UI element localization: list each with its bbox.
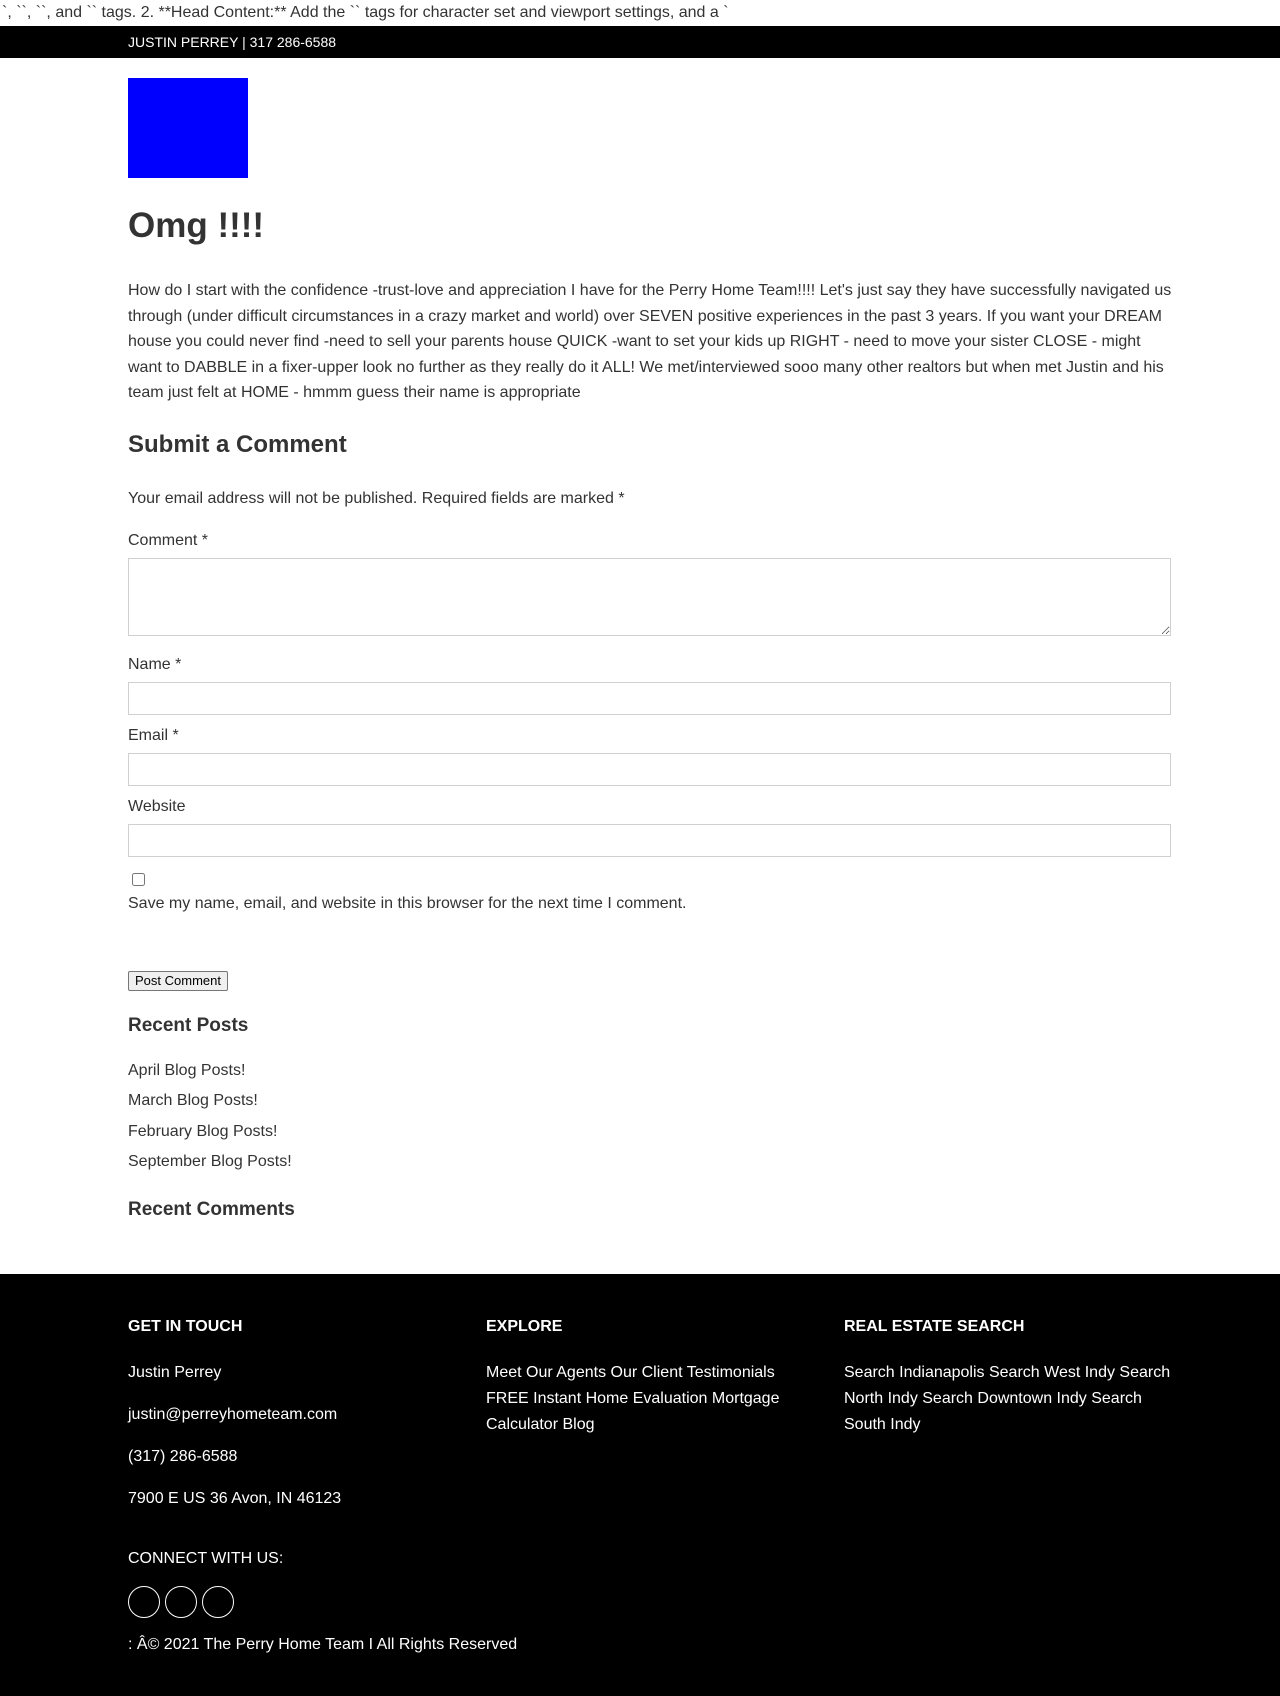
footer-col-get-in-touch: [128, 1314, 458, 1512]
post-comment-button[interactable]: Post Comment: [128, 971, 228, 991]
save-info-row: [128, 869, 1172, 887]
copyright-text: : Â© 2021 The Perry Home Team I All Rights Reserved: [128, 1636, 518, 1653]
main-content: [128, 78, 1172, 1224]
recent-post-link[interactable]: March Blog Posts!: [128, 1092, 258, 1110]
recent-post-link[interactable]: February Blog Posts!: [128, 1122, 278, 1140]
footer-heading-search: REAL ESTATE SEARCH: [844, 1318, 1025, 1335]
email-input[interactable]: [128, 753, 1171, 786]
recent-post-link[interactable]: April Blog Posts!: [128, 1061, 246, 1079]
comment-label: Comment *: [128, 531, 209, 549]
top-bar-contact: JUSTIN PERREY | 317 286-6588: [128, 34, 337, 50]
comment-notes: Your email address will not be published. Required fields are marked *: [128, 489, 625, 507]
footer-explore-links[interactable]: Meet Our Agents Our Client Testimonials FREE Instant Home Evaluation Mortgage Calculator Blog: [486, 1364, 780, 1433]
social-icon[interactable]: [202, 1586, 234, 1618]
comment-textarea[interactable]: [128, 558, 1171, 636]
social-icon[interactable]: [165, 1586, 197, 1618]
save-info-checkbox[interactable]: [132, 873, 145, 886]
comment-form-heading: Submit a Comment: [128, 430, 347, 458]
footer-col-search: [844, 1314, 1174, 1438]
logo-placeholder[interactable]: [128, 78, 248, 178]
website-label: Website: [128, 797, 186, 815]
recent-posts-heading: Recent Posts: [128, 1014, 249, 1036]
footer-heading-explore: EXPLORE: [486, 1318, 563, 1335]
post-title: Omg !!!!: [128, 206, 265, 245]
footer-contact-name: Justin Perrey: [128, 1364, 222, 1381]
website-input[interactable]: [128, 824, 1171, 857]
footer-heading-get-in-touch: GET IN TOUCH: [128, 1318, 243, 1335]
site-footer: [0, 1274, 1280, 1696]
footer-contact-phone[interactable]: (317) 286-6588: [128, 1448, 238, 1465]
top-bar: [0, 26, 1280, 58]
name-input[interactable]: [128, 682, 1171, 715]
recent-post-link[interactable]: September Blog Posts!: [128, 1153, 292, 1171]
name-label: Name *: [128, 655, 182, 673]
social-icon[interactable]: [128, 1586, 160, 1618]
save-info-label: Save my name, email, and website in this browser for the next time I comment.: [128, 894, 687, 912]
connect-label: CONNECT WITH US:: [128, 1550, 284, 1567]
footer-search-links[interactable]: Search Indianapolis Search West Indy Search North Indy Search Downtown Indy Search South Indy: [844, 1364, 1171, 1433]
post-body: How do I start with the confidence -trust-love and appreciation I have for the Perry Home Team!!!! Let's just say they have successfully navigated us through (under difficult circumstances in a crazy market and world) over SEVEN positive experiences in the past 3 years. If you want your DREAM house you could never find -need to sell your parents house QUICK -want to set your kids up RIGHT - need to move your sister CLOSE - might want to DABBLE in a fixer-upper look no further as they really do it ALL! We met/interviewed sooo many other realtors but when met Justin and his team just felt at HOME - hmmm guess their name is appropriate: [128, 282, 1172, 402]
email-label: Email *: [128, 726, 179, 744]
social-links: [128, 1586, 234, 1618]
recent-posts-list: [128, 1056, 1172, 1178]
footer-contact-address: 7900 E US 36 Avon, IN 46123: [128, 1490, 342, 1507]
stray-markup-text: `, ``, ``, and `` tags. 2. **Head Content:** Add the `` tags for character set and viewport settings, and a `: [2, 4, 729, 21]
recent-comments-heading: Recent Comments: [128, 1198, 295, 1220]
footer-contact-email[interactable]: justin@perreyhometeam.com: [128, 1406, 338, 1423]
footer-col-explore: [486, 1314, 816, 1438]
